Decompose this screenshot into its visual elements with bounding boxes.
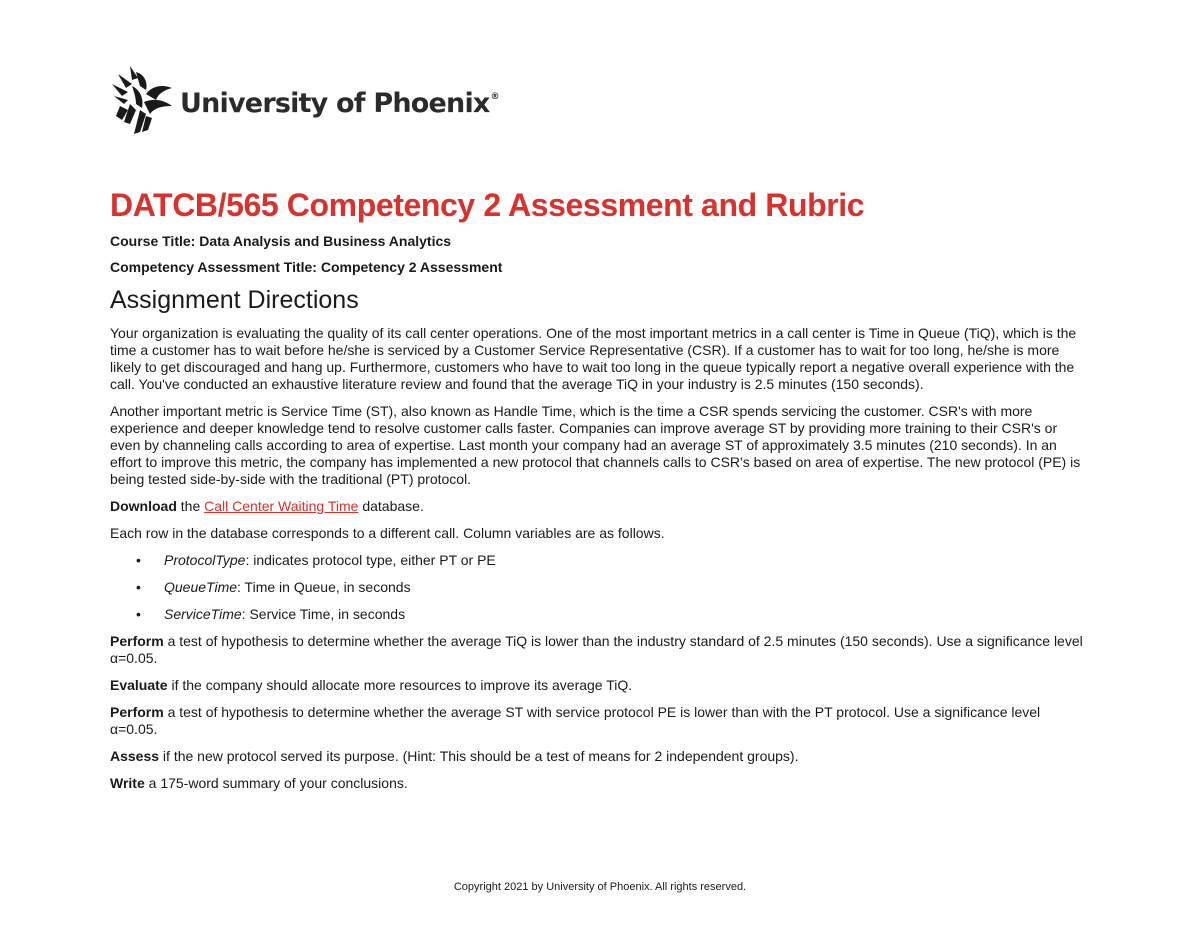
download-verb: Download	[110, 498, 177, 514]
assessment-title: Competency Assessment Title: Competency 2 Assessment	[110, 259, 503, 275]
variable-name: ServiceTime	[164, 606, 242, 622]
download-pre: the	[176, 498, 205, 514]
section-heading: Assignment Directions	[110, 286, 359, 314]
task-perform-tiq	[110, 633, 1090, 667]
list-item	[110, 579, 1090, 596]
download-post: database.	[358, 498, 424, 514]
task-assess	[110, 748, 1090, 765]
bullet-icon: •	[136, 552, 141, 568]
call-center-waiting-time-link[interactable]: Call Center Waiting Time	[204, 498, 359, 514]
download-instruction	[110, 498, 1090, 515]
task-verb: Assess	[110, 748, 160, 764]
bullet-icon: •	[136, 579, 141, 595]
task-verb: Perform	[110, 633, 164, 649]
task-verb: Perform	[110, 704, 164, 720]
list-item	[110, 606, 1090, 623]
rows-intro: Each row in the database corresponds to a different call. Column variables are as follows.	[110, 525, 665, 541]
task-verb: Evaluate	[110, 677, 168, 693]
task-text: a test of hypothesis to determine whether the average TiQ is lower than the industry standard of 2.5 minutes (150 seconds). Use a significance level α=0.05.	[110, 633, 1083, 666]
copyright-footer: Copyright 2021 by University of Phoenix. All rights reserved.	[453, 881, 747, 893]
document-title: DATCB/565 Competency 2 Assessment and Rubric	[110, 187, 865, 223]
course-title: Course Title: Data Analysis and Business Analytics	[110, 233, 452, 249]
task-text: a 175-word summary of your conclusions.	[144, 775, 408, 791]
list-item	[110, 552, 1090, 569]
variable-desc: : indicates protocol type, either PT or PE	[245, 552, 496, 568]
task-text: if the company should allocate more resources to improve its average TiQ.	[167, 677, 633, 693]
university-logo	[110, 64, 499, 136]
task-text: a test of hypothesis to determine whether the average ST with service protocol PE is lower than with the PT protocol. Use a significance level α=0.05.	[110, 704, 1041, 737]
logo-wordmark: University of Phoenix®	[180, 87, 499, 119]
task-verb: Write	[110, 775, 145, 791]
document-body	[110, 186, 1090, 792]
task-perform-st	[110, 704, 1090, 738]
variable-desc: : Time in Queue, in seconds	[237, 579, 411, 595]
variable-list	[110, 552, 1090, 623]
service-time-paragraph: Another important metric is Service Time (ST), also known as Handle Time, which is the time a CSR spends servicing the customer. CSR's with more experience and deeper knowledge tend to resolve customer calls faster. Companies can improve average ST by providing more training to their CSR's or even by channeling calls according to area of expertise. Last month your company had an average ST of approximately 3.5 minutes (210 seconds). In an effort to improve this metric, the company has implemented a new protocol that channels calls to CSR's based on area of expertise. The new protocol (PE) is being tested side-by-side with the traditional (PT) protocol.	[110, 403, 1081, 487]
intro-paragraph: Your organization is evaluating the quality of its call center operations. One of the most important metrics in a call center is Time in Queue (TiQ), which is the time a customer has to wait before he/she is serviced by a Customer Service Representative (CSR). If a customer has to wait for too long, he/she is more likely to get discouraged and hang up. Furthermore, customers who have to wait too long in the queue typically report a negative overall experience with the call. You've conducted an exhaustive literature review and found that the average TiQ in your industry is 2.5 minutes (150 seconds).	[110, 325, 1077, 392]
task-evaluate	[110, 677, 1090, 694]
variable-name: QueueTime	[164, 579, 238, 595]
task-write	[110, 775, 1090, 792]
variable-desc: : Service Time, in seconds	[241, 606, 406, 622]
bullet-icon: •	[136, 606, 141, 622]
phoenix-logo-icon	[110, 64, 176, 136]
variable-name: ProtocolType	[164, 552, 246, 568]
task-text: if the new protocol served its purpose. (Hint: This should be a test of means for 2 independent groups).	[159, 748, 799, 764]
